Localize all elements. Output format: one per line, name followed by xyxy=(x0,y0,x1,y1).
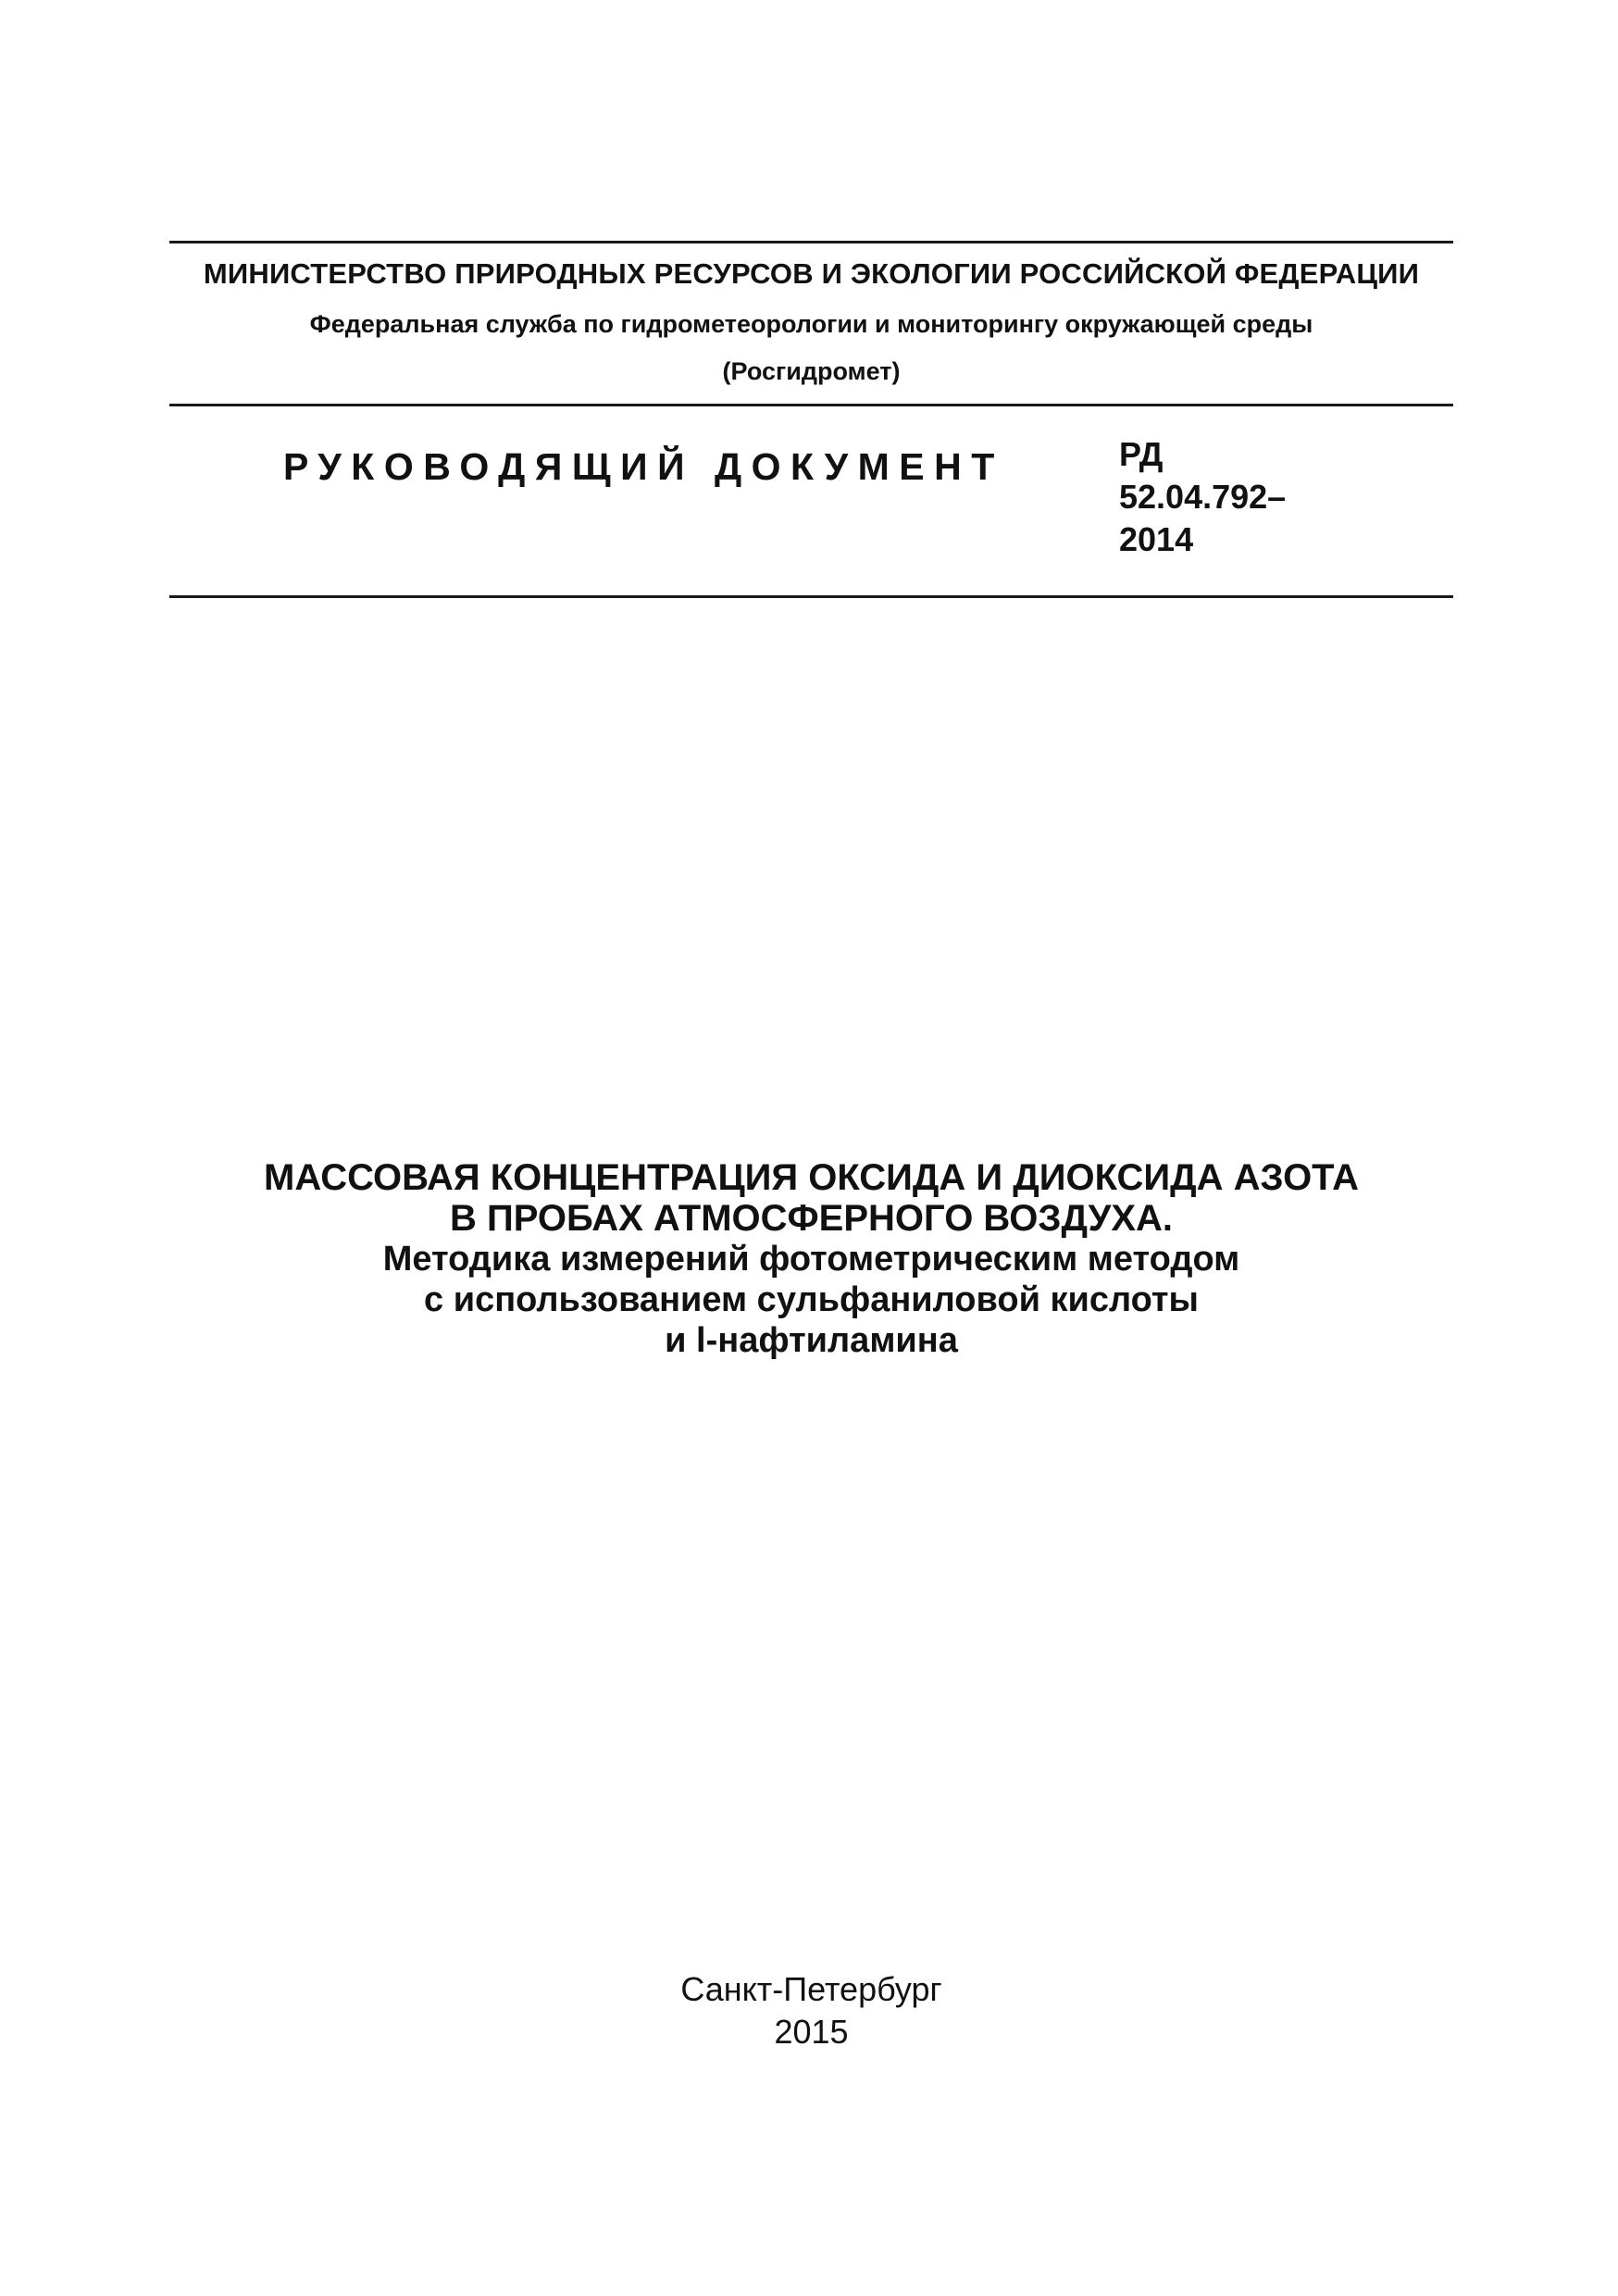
document-title xyxy=(169,1157,1453,1361)
subtitle-line: с использованием сульфаниловой кислоты xyxy=(424,1280,1199,1319)
subtitle-line: и l-нафтиламина xyxy=(665,1321,958,1360)
service-abbreviation: (Росгидромет) xyxy=(722,357,901,385)
imprint-year: 2015 xyxy=(774,2013,849,2051)
header-top-rule xyxy=(169,241,1453,243)
document-number-line: РД xyxy=(1119,435,1164,473)
document-type: РУКОВОДЯЩИЙ ДОКУМЕНТ xyxy=(283,445,1004,488)
imprint-city: Санкт-Петербург xyxy=(680,1970,942,2008)
imprint xyxy=(169,1968,1453,2053)
title-line: В ПРОБАХ АТМОСФЕРНОГО ВОЗДУХА. xyxy=(449,1198,1174,1239)
header-bottom-rule xyxy=(169,404,1453,406)
document-number xyxy=(1119,433,1286,561)
document-number-line: 2014 xyxy=(1119,520,1194,558)
subtitle-line: Методика измерений фотометрическим методом xyxy=(382,1240,1240,1279)
ministry-name: МИНИСТЕРСТВО ПРИРОДНЫХ РЕСУРСОВ И ЭКОЛОГИИ РОССИЙСКОЙ ФЕДЕРАЦИИ xyxy=(203,257,1420,290)
document-type-rule xyxy=(169,595,1453,598)
service-name: Федеральная служба по гидрометеорологии и мониторингу окружающей среды xyxy=(309,310,1313,338)
title-line: МАССОВАЯ КОНЦЕНТРАЦИЯ ОКСИДА И ДИОКСИДА АЗОТА xyxy=(264,1157,1359,1198)
document-number-line: 52.04.792– xyxy=(1119,478,1287,516)
